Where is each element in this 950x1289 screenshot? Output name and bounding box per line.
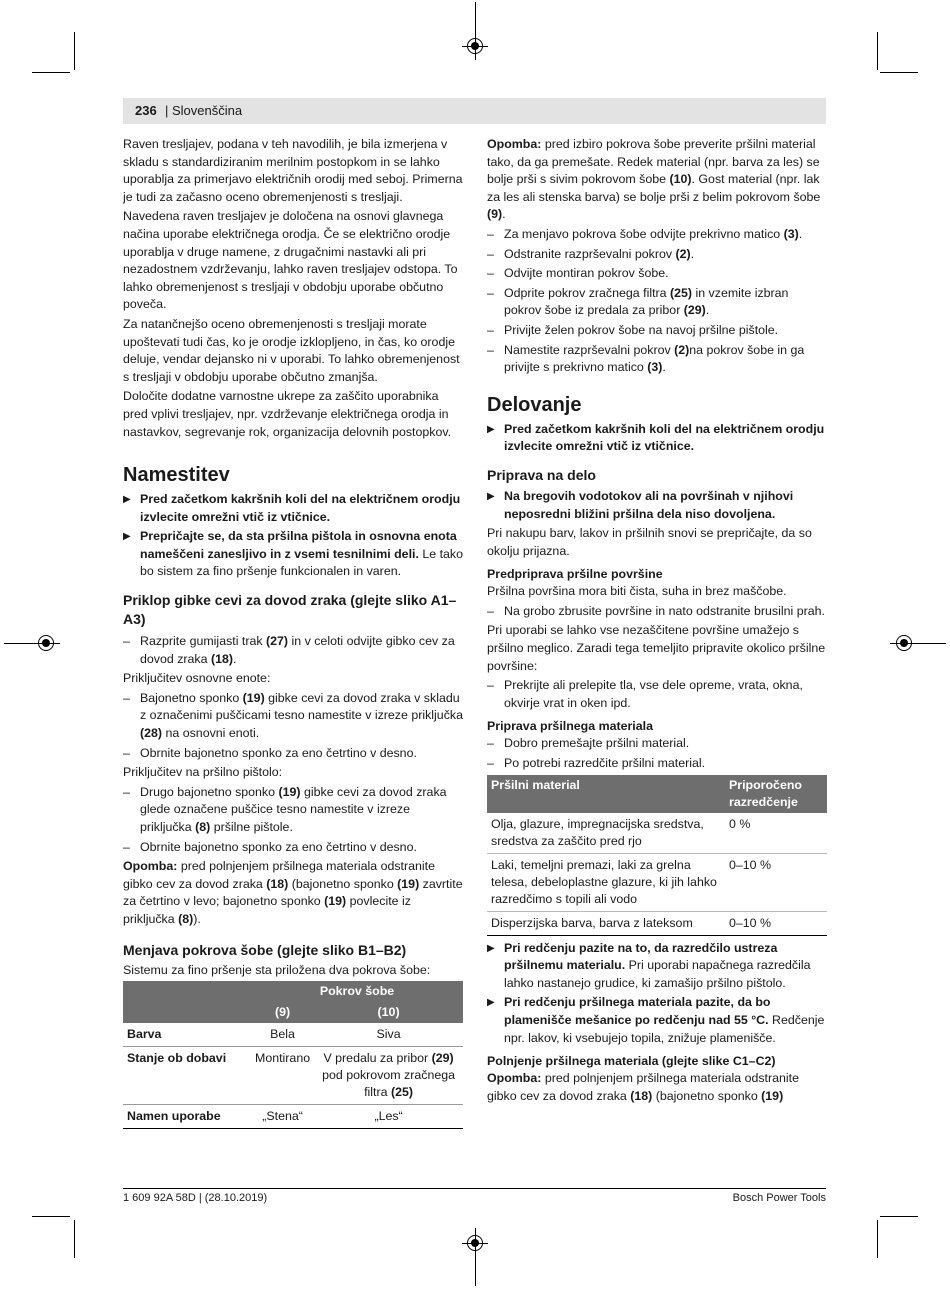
paragraph: Pršilna površina mora biti čista, suha in brez maščobe. bbox=[487, 584, 787, 599]
note-paragraph: Opomba: pred polnjenjem pršilnega materiala odstranite gibko cev za dovod zraka (18) (bajonetno sponko (19) zavrtite za četrtino v levo; bajonetno sponko (19) povlecite iz priključka (8)). bbox=[123, 859, 463, 926]
list-item: – Za menjavo pokrova šobe odvijte prekrivno matico (3). bbox=[487, 226, 803, 241]
note-paragraph: Opomba: pred polnjenjem pršilnega materiala odstranite gibko cev za dovod zraka (18) (bajonetno sponko (19) bbox=[487, 1071, 799, 1103]
registration-mark-icon bbox=[467, 38, 483, 54]
right-column bbox=[487, 136, 827, 1107]
list-item: – Prekrijte ali prelepite tla, vse dele opreme, vrata, okna, okvirje vrat in oken ipd. bbox=[487, 678, 803, 710]
page-header bbox=[123, 98, 826, 124]
dilution-table bbox=[487, 775, 827, 936]
paragraph: Sistemu za fino pršenje sta priložena dva pokrova šobe: bbox=[123, 962, 431, 977]
paragraph: Pri nakupu barv, lakov in pršilnih snovi se prepričajte, da so okolju prijazna. bbox=[487, 526, 812, 558]
subsection-heading: Priklop gibke cevi za dovod zraka (glejte sliko A1–A3) bbox=[123, 592, 457, 628]
list-item: – Odprite pokrov zračnega filtra (25) in vzemite izbran pokrov šobe iz predala za pribor (29). bbox=[487, 285, 789, 318]
list-item: – Privijte želen pokrov šobe na navoj pršilne pištole. bbox=[487, 322, 779, 337]
warning-item: ▶ Pri redčenju pršilnega materiala pazite, da bo plamenišče mešanice po redčenju nad 55 °C. Redčenje npr. lakov, ki vsebujejo topila, znižuje plamenišče. bbox=[487, 995, 825, 1045]
page-number: 236 bbox=[135, 103, 157, 118]
table-column-header: (10) bbox=[314, 1002, 463, 1023]
list-item: – Obrnite bajonetno sponko za eno četrtino v desno. bbox=[123, 745, 417, 760]
footer-brand: Bosch Power Tools bbox=[732, 1192, 826, 1204]
list-item: – Bajonetno sponko (19) gibke cevi za dovod zraka v skladu z označenimi puščicami tesno namestite v izreze priključka (28) na osnovni enoti. bbox=[123, 690, 463, 741]
list-item: – Obrnite bajonetno sponko za eno četrtino v desno. bbox=[123, 839, 417, 854]
table-column-header: Priporočeno razredčenje bbox=[725, 775, 827, 813]
warning-item: ▶ Pri redčenju pazite na to, da razredčilo ustreza pršilnemu materialu. Pri uporabi napačnega razredčila lahko nastanejo grudice, ki zamašijo pršilno pištolo. bbox=[487, 940, 811, 990]
list-item: – Razprite gumijasti trak (27) in v celoti odvijte gibko cev za dovod zraka (18). bbox=[123, 634, 455, 666]
list-item: – Odstranite razprševalni pokrov (2). bbox=[487, 246, 695, 261]
table-column-header: Pršilni material bbox=[487, 775, 725, 813]
warning-item: ▶ Prepričajte se, da sta pršilna pištola in osnovna enota nameščeni zanesljivo in z vsemi tesnilnimi deli. Le tako bo sistem za fino pršenje funkcionalen in varen. bbox=[123, 529, 463, 579]
arrow-icon: ▶ bbox=[123, 531, 131, 543]
table-row: Disperzijska barva, barva z lateksom 0–10 % bbox=[487, 911, 827, 935]
list-item: – Odvijte montiran pokrov šobe. bbox=[487, 266, 669, 281]
arrow-icon: ▶ bbox=[487, 997, 495, 1009]
registration-mark-icon bbox=[38, 635, 54, 651]
nozzle-cap-table bbox=[123, 981, 463, 1129]
crop-mark bbox=[74, 1220, 75, 1258]
list-item: – Namestite razprševalni pokrov (2)na pokrov šobe in ga privijte s prekrivno matico (3). bbox=[487, 342, 805, 375]
warning-item: ▶ Na bregovih vodotokov ali na površinah v njihovi neposredni bližini pršilna dela niso dovoljena. bbox=[487, 488, 794, 521]
table-group-header: Pokrov šobe bbox=[251, 981, 463, 1002]
registration-mark-icon bbox=[467, 1235, 483, 1251]
crop-mark bbox=[32, 1216, 70, 1217]
list-item: – Na grobo zbrusite površine in nato odstranite brusilni prah. bbox=[487, 603, 825, 618]
registration-mark-icon bbox=[896, 635, 912, 651]
crop-mark bbox=[877, 32, 878, 70]
table-row: Laki, temeljni premazi, laki za grelna telesa, debeloplastne glazure, ki jih lahko razredčimo s topili ali vodo 0–10 % bbox=[487, 853, 827, 911]
list-item: – Po potrebi razredčite pršilni material. bbox=[487, 756, 706, 771]
note-paragraph: Opomba: pred izbiro pokrova šobe preverite pršilni material tako, da ga premešate. Redek material (npr. barva za les) se bolje prši s sivim pokrovom šobe (10). Gost material (npr. lak za les ali stenska barva) se bolje prši z belim pokrovom šobe (9). bbox=[487, 137, 821, 222]
table-row: Barva Bela Siva bbox=[123, 1023, 463, 1047]
warning-item: ▶ Pred začetkom kakršnih koli del na električnem orodju izvlecite omrežni vtič iz vtičnice. bbox=[487, 421, 825, 454]
paragraph: Določite dodatne varnostne ukrepe za zaščito uporabnika pred vplivi tresljajev, npr. vzdrževanje električnega orodja in nastavkov, segrevanje rok, organizacija delovnih postopkov. bbox=[123, 389, 452, 439]
table-row: Stanje ob dobavi Montirano V predalu za pribor (29) pod pokrovom zračnega filtra (25) bbox=[123, 1047, 463, 1105]
paragraph: Priključitev na pršilno pištolo: bbox=[123, 765, 283, 780]
crop-mark bbox=[877, 1220, 878, 1258]
arrow-icon: ▶ bbox=[487, 490, 495, 502]
paragraph: Raven tresljajev, podana v teh navodilih, je bila izmerjena v skladu s standardiziranim merilnim postopkom in se lahko uporablja za primerjavo električnih orodij med seboj. Primerna je tudi za začasno oceno obremenjenosti s tresljaji. bbox=[123, 137, 463, 204]
arrow-icon: ▶ bbox=[487, 942, 495, 954]
section-heading: Delovanje bbox=[487, 393, 582, 416]
subsection-heading: Priprava na delo bbox=[487, 466, 596, 483]
page-language: | Slovenščina bbox=[165, 103, 243, 118]
footer-rule bbox=[123, 1188, 826, 1189]
list-item: – Drugo bajonetno sponko (19) gibke cevi za dovod zraka glede označene puščice tesno namestite v izreze priključka (8) pršilne pištole. bbox=[123, 784, 447, 834]
warning-item: ▶ Pred začetkom kakršnih koli del na električnem orodju izvlecite omrežni vtič iz vtičnice. bbox=[123, 492, 461, 524]
crop-mark bbox=[880, 72, 918, 73]
subsection-heading: Priprava pršilnega materiala bbox=[487, 719, 653, 734]
list-item: – Dobro premešajte pršilni material. bbox=[487, 736, 690, 751]
subsection-heading: Predpriprava pršilne površine bbox=[487, 567, 663, 582]
crop-mark bbox=[74, 32, 75, 70]
paragraph: Priključitev osnovne enote: bbox=[123, 671, 271, 686]
section-heading: Namestitev bbox=[123, 464, 230, 487]
subsection-heading: Polnjenje pršilnega materiala (glejte slike C1–C2) bbox=[487, 1054, 776, 1069]
crop-mark bbox=[880, 1216, 918, 1217]
left-column bbox=[123, 136, 463, 1129]
table-row: Namen uporabe „Stena“ „Les“ bbox=[123, 1105, 463, 1129]
footer-doc-id: 1 609 92A 58D | (28.10.2019) bbox=[123, 1192, 268, 1204]
paragraph: Navedena raven tresljajev je določena na osnovi glavnega načina uporabe električnega orodja. Če se električno orodje uporablja v druge namene, z drugačnimi nastavki ali pri nezadostnem vzdrževanju, lahko raven tresljajev odstopa. To lahko obremenjenost s tresljaji v obdobju uporabe občutno poveča. bbox=[123, 209, 458, 312]
table-row: Olja, glazure, impregnacijska sredstva, sredstva za zaščito pred rjo 0 % bbox=[487, 813, 827, 854]
table-column-header: (9) bbox=[251, 1002, 314, 1023]
arrow-icon: ▶ bbox=[487, 423, 495, 435]
subsection-heading: Menjava pokrova šobe (glejte sliko B1–B2) bbox=[123, 941, 407, 958]
paragraph: Pri uporabi se lahko vse nezaščitene površine umažejo s pršilno meglico. Zaradi tega temeljito pripravite okolico pršilne površine: bbox=[487, 623, 826, 673]
paragraph: Za natančnejšo oceno obremenjenosti s tresljaji morate upoštevati tudi čas, ko je orodje izklopljeno, in čas, ko orodje deluje, vendar dejansko ni v uporabi. To lahko obremenjenost s tresljaji v obdobju uporabe občutno zmanjša. bbox=[123, 316, 460, 384]
arrow-icon: ▶ bbox=[123, 494, 131, 506]
crop-mark bbox=[32, 72, 70, 73]
